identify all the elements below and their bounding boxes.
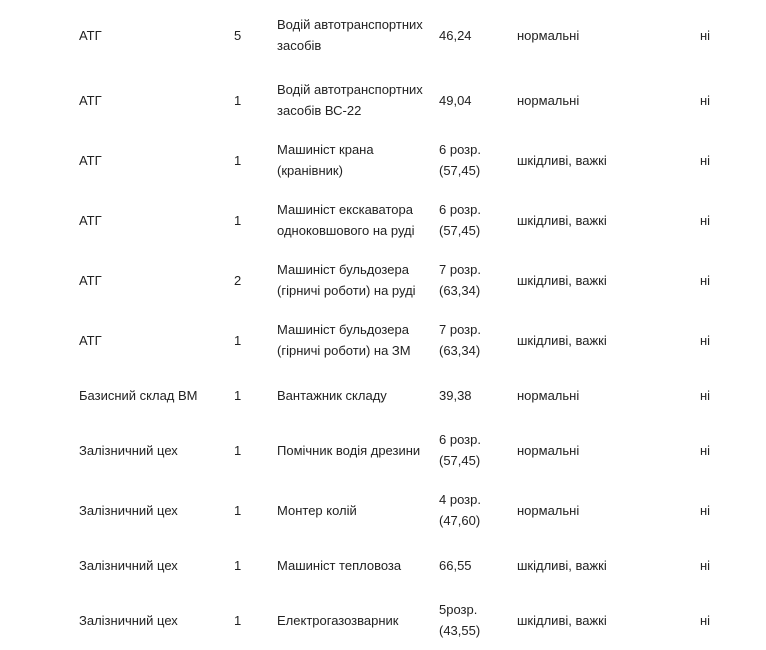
table-row — [0, 310, 766, 370]
pay-cell: 6 розр. (57,45) — [439, 202, 481, 238]
pay-cell: 7 розр. (63,34) — [439, 322, 481, 358]
pay-cell: 46,24 — [439, 27, 472, 43]
count-cell: 1 — [234, 212, 242, 228]
conditions-cell: нормальні — [517, 442, 580, 458]
table-row — [0, 250, 766, 310]
pay-cell: 6 розр. (57,45) — [439, 432, 481, 468]
flag-cell: ні — [700, 442, 711, 458]
profession-cell: Машиніст крана (кранівник) — [277, 142, 374, 178]
count-cell: 1 — [234, 387, 242, 403]
conditions-cell: нормальні — [517, 27, 580, 43]
profession-cell: Машиніст екскаватора одноковшового на руді — [277, 202, 415, 238]
department-cell: Базисний склад ВМ — [79, 387, 198, 403]
department-cell: АТГ — [79, 27, 102, 43]
count-cell: 1 — [234, 557, 242, 573]
conditions-cell: нормальні — [517, 92, 580, 108]
count-cell: 1 — [234, 92, 242, 108]
flag-cell: ні — [700, 557, 711, 573]
profession-cell: Водій автотранспортних засобів — [277, 17, 423, 53]
department-cell: АТГ — [79, 92, 102, 108]
department-cell: Залізничний цех — [79, 442, 178, 458]
conditions-cell: шкідливі, важкі — [517, 212, 607, 228]
profession-cell: Машиніст бульдозера (гірничі роботи) на ЗМ — [277, 322, 411, 358]
count-cell: 1 — [234, 612, 242, 628]
count-cell: 1 — [234, 332, 242, 348]
profession-cell: Помічник водія дрезини — [277, 442, 421, 458]
department-cell: АТГ — [79, 272, 102, 288]
count-cell: 1 — [234, 502, 242, 518]
table-row — [0, 370, 766, 420]
table-row — [0, 130, 766, 190]
flag-cell: ні — [700, 502, 711, 518]
count-cell: 2 — [234, 272, 242, 288]
pay-cell: 66,55 — [439, 557, 472, 573]
pay-cell: 5розр. (43,55) — [439, 602, 481, 638]
profession-cell: Машиніст тепловоза — [277, 557, 402, 573]
table-row — [0, 70, 766, 130]
flag-cell: ні — [700, 92, 711, 108]
conditions-cell: шкідливі, важкі — [517, 332, 607, 348]
flag-cell: ні — [700, 272, 711, 288]
conditions-cell: нормальні — [517, 387, 580, 403]
conditions-cell: шкідливі, важкі — [517, 152, 607, 168]
department-cell: АТГ — [79, 152, 102, 168]
department-cell: Залізничний цех — [79, 502, 178, 518]
department-cell: Залізничний цех — [79, 612, 178, 628]
table-row — [0, 590, 766, 650]
table-row — [0, 190, 766, 250]
pay-cell: 49,04 — [439, 92, 472, 108]
table-row — [0, 0, 766, 70]
conditions-cell: нормальні — [517, 502, 580, 518]
pay-cell: 4 розр. (47,60) — [439, 492, 481, 528]
table-row — [0, 420, 766, 480]
conditions-cell: шкідливі, важкі — [517, 557, 607, 573]
table-row — [0, 540, 766, 590]
table-row — [0, 480, 766, 540]
conditions-cell: шкідливі, важкі — [517, 612, 607, 628]
flag-cell: ні — [700, 27, 711, 43]
conditions-cell: шкідливі, важкі — [517, 272, 607, 288]
count-cell: 1 — [234, 442, 242, 458]
flag-cell: ні — [700, 152, 711, 168]
count-cell: 1 — [234, 152, 242, 168]
pay-cell: 6 розр. (57,45) — [439, 142, 481, 178]
department-cell: АТГ — [79, 332, 102, 348]
flag-cell: ні — [700, 387, 711, 403]
profession-cell: Вантажник складу — [277, 387, 387, 403]
profession-cell: Монтер колій — [277, 502, 357, 518]
pay-cell: 7 розр. (63,34) — [439, 262, 481, 298]
profession-cell: Водій автотранспортних засобів ВС-22 — [277, 82, 423, 118]
flag-cell: ні — [700, 612, 711, 628]
department-cell: АТГ — [79, 212, 102, 228]
pay-cell: 39,38 — [439, 387, 472, 403]
profession-cell: Електрогазозварник — [277, 612, 399, 628]
profession-cell: Машиніст бульдозера (гірничі роботи) на руді — [277, 262, 416, 298]
flag-cell: ні — [700, 212, 711, 228]
flag-cell: ні — [700, 332, 711, 348]
department-cell: Залізничний цех — [79, 557, 178, 573]
count-cell: 5 — [234, 27, 242, 43]
